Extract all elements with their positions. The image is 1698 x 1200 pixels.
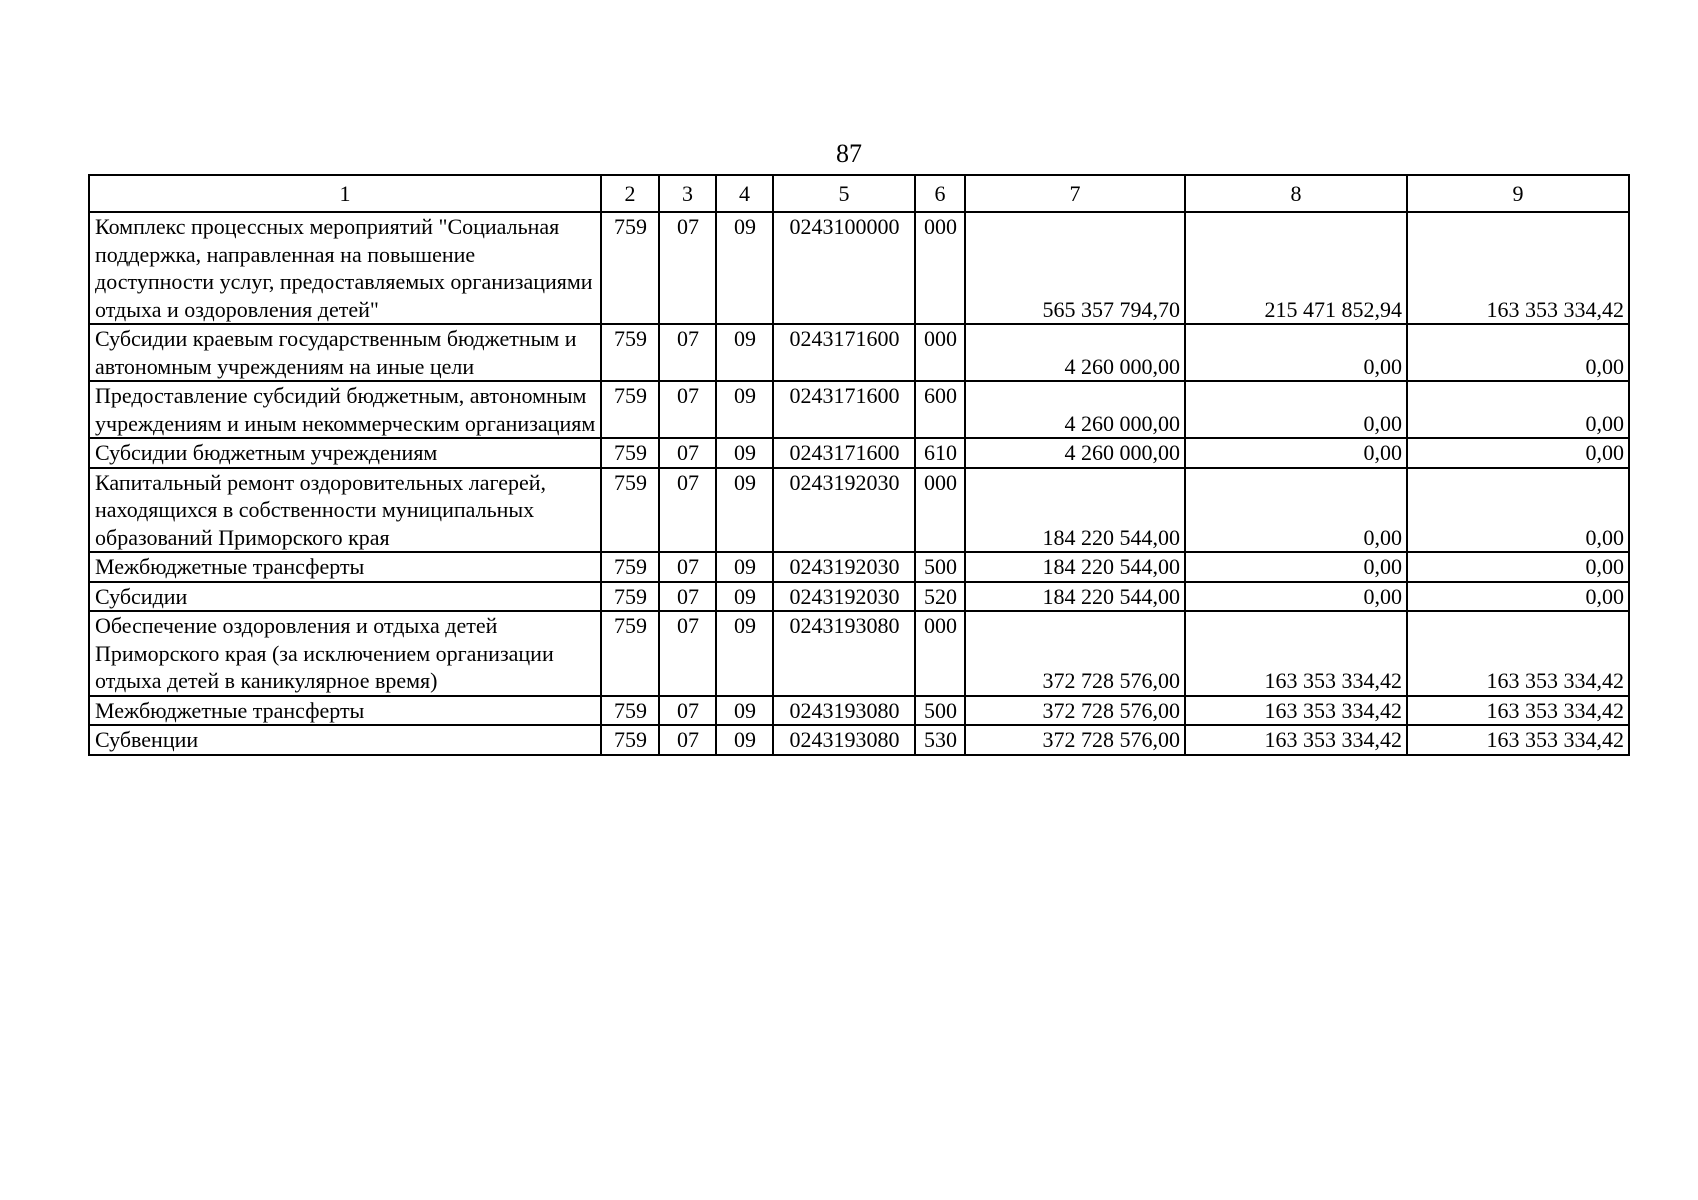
cell-section-code: 07: [659, 381, 716, 438]
column-header: 9: [1407, 175, 1629, 212]
cell-amount-col9: 163 353 334,42: [1407, 696, 1629, 726]
cell-amount-col8: 215 471 852,94: [1185, 212, 1407, 324]
cell-target-article: 0243171600: [773, 381, 915, 438]
row-name: Субсидии краевым государственным бюджетным и автономным учреждениям на иные цели: [89, 324, 601, 381]
cell-target-article: 0243192030: [773, 582, 915, 612]
row-name: Обеспечение оздоровления и отдыха детей Приморского края (за исключением организации отдыха детей в каникулярное время): [89, 611, 601, 696]
cell-target-article: 0243192030: [773, 552, 915, 582]
cell-section-code: 07: [659, 324, 716, 381]
row-name: Субсидии: [89, 582, 601, 612]
cell-amount-col8: 0,00: [1185, 468, 1407, 553]
cell-amount-col7: 372 728 576,00: [965, 611, 1185, 696]
column-header: 1: [89, 175, 601, 212]
cell-target-article: 0243192030: [773, 468, 915, 553]
column-header: 3: [659, 175, 716, 212]
cell-subsection-code: 09: [716, 438, 773, 468]
column-header: 5: [773, 175, 915, 212]
table-row: [89, 696, 1629, 726]
cell-amount-col7: 184 220 544,00: [965, 468, 1185, 553]
cell-ministry-code: 759: [601, 611, 659, 696]
cell-amount-col7: 4 260 000,00: [965, 438, 1185, 468]
cell-expense-type: 000: [915, 468, 965, 553]
cell-amount-col7: 372 728 576,00: [965, 725, 1185, 755]
cell-ministry-code: 759: [601, 212, 659, 324]
cell-amount-col9: 163 353 334,42: [1407, 611, 1629, 696]
cell-amount-col9: 0,00: [1407, 438, 1629, 468]
cell-amount-col8: 0,00: [1185, 582, 1407, 612]
table-row: [89, 468, 1629, 553]
cell-target-article: 0243193080: [773, 696, 915, 726]
row-name: Межбюджетные трансферты: [89, 552, 601, 582]
cell-amount-col7: 4 260 000,00: [965, 381, 1185, 438]
column-header: 2: [601, 175, 659, 212]
cell-ministry-code: 759: [601, 324, 659, 381]
cell-amount-col7: 184 220 544,00: [965, 582, 1185, 612]
cell-amount-col9: 0,00: [1407, 552, 1629, 582]
cell-expense-type: 000: [915, 324, 965, 381]
cell-amount-col8: 0,00: [1185, 552, 1407, 582]
cell-target-article: 0243100000: [773, 212, 915, 324]
cell-target-article: 0243171600: [773, 324, 915, 381]
table-row: [89, 582, 1629, 612]
cell-amount-col9: 163 353 334,42: [1407, 212, 1629, 324]
cell-subsection-code: 09: [716, 324, 773, 381]
cell-expense-type: 500: [915, 696, 965, 726]
cell-subsection-code: 09: [716, 582, 773, 612]
cell-ministry-code: 759: [601, 696, 659, 726]
column-header: 8: [1185, 175, 1407, 212]
cell-expense-type: 000: [915, 212, 965, 324]
cell-subsection-code: 09: [716, 725, 773, 755]
cell-subsection-code: 09: [716, 552, 773, 582]
cell-section-code: 07: [659, 696, 716, 726]
cell-ministry-code: 759: [601, 468, 659, 553]
page-number: 87: [836, 139, 862, 168]
row-name: Межбюджетные трансферты: [89, 696, 601, 726]
table-row: [89, 611, 1629, 696]
cell-target-article: 0243171600: [773, 438, 915, 468]
cell-amount-col8: 163 353 334,42: [1185, 725, 1407, 755]
row-name: Комплекс процессных мероприятий "Социальная поддержка, направленная на повышение доступности услуг, предоставляемых организациями отдыха и оздоровления детей": [89, 212, 601, 324]
column-header: 7: [965, 175, 1185, 212]
cell-section-code: 07: [659, 438, 716, 468]
cell-expense-type: 610: [915, 438, 965, 468]
cell-amount-col8: 0,00: [1185, 438, 1407, 468]
cell-expense-type: 000: [915, 611, 965, 696]
cell-subsection-code: 09: [716, 696, 773, 726]
row-name: Капитальный ремонт оздоровительных лагерей, находящихся в собственности муниципальных образований Приморского края: [89, 468, 601, 553]
cell-amount-col7: 4 260 000,00: [965, 324, 1185, 381]
table-row: [89, 381, 1629, 438]
column-header: 4: [716, 175, 773, 212]
cell-subsection-code: 09: [716, 212, 773, 324]
table-row: [89, 324, 1629, 381]
cell-amount-col8: 0,00: [1185, 324, 1407, 381]
table-row: [89, 725, 1629, 755]
cell-amount-col7: 565 357 794,70: [965, 212, 1185, 324]
cell-ministry-code: 759: [601, 725, 659, 755]
cell-amount-col9: 0,00: [1407, 381, 1629, 438]
row-name: Субсидии бюджетным учреждениям: [89, 438, 601, 468]
cell-amount-col8: 0,00: [1185, 381, 1407, 438]
cell-amount-col9: 0,00: [1407, 324, 1629, 381]
cell-amount-col8: 163 353 334,42: [1185, 696, 1407, 726]
table-row: [89, 438, 1629, 468]
cell-amount-col9: 163 353 334,42: [1407, 725, 1629, 755]
cell-expense-type: 500: [915, 552, 965, 582]
table-row: [89, 552, 1629, 582]
cell-expense-type: 600: [915, 381, 965, 438]
cell-section-code: 07: [659, 725, 716, 755]
cell-amount-col7: 372 728 576,00: [965, 696, 1185, 726]
cell-section-code: 07: [659, 212, 716, 324]
cell-ministry-code: 759: [601, 381, 659, 438]
cell-target-article: 0243193080: [773, 725, 915, 755]
cell-subsection-code: 09: [716, 468, 773, 553]
cell-subsection-code: 09: [716, 611, 773, 696]
cell-amount-col9: 0,00: [1407, 582, 1629, 612]
cell-expense-type: 520: [915, 582, 965, 612]
table-row: [89, 212, 1629, 324]
cell-ministry-code: 759: [601, 438, 659, 468]
cell-subsection-code: 09: [716, 381, 773, 438]
row-name: Предоставление субсидий бюджетным, автономным учреждениям и иным некоммерческим организациям: [89, 381, 601, 438]
cell-amount-col9: 0,00: [1407, 468, 1629, 553]
cell-section-code: 07: [659, 611, 716, 696]
cell-expense-type: 530: [915, 725, 965, 755]
cell-section-code: 07: [659, 552, 716, 582]
column-header: 6: [915, 175, 965, 212]
cell-target-article: 0243193080: [773, 611, 915, 696]
cell-ministry-code: 759: [601, 552, 659, 582]
budget-table: [88, 174, 1630, 756]
cell-section-code: 07: [659, 468, 716, 553]
cell-amount-col7: 184 220 544,00: [965, 552, 1185, 582]
cell-ministry-code: 759: [601, 582, 659, 612]
table-header-row: [89, 175, 1629, 212]
row-name: Субвенции: [89, 725, 601, 755]
cell-section-code: 07: [659, 582, 716, 612]
cell-amount-col8: 163 353 334,42: [1185, 611, 1407, 696]
